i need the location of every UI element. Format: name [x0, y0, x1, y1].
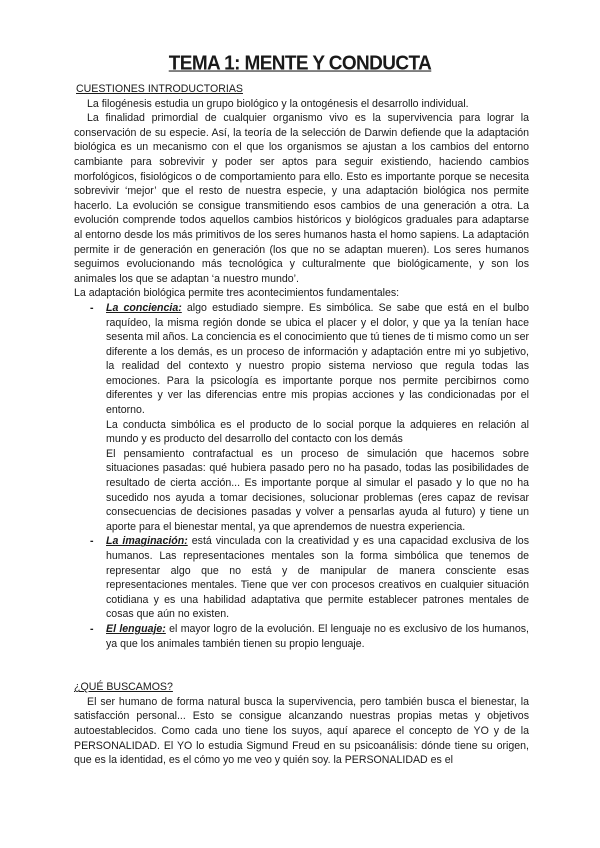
bullet-dash: -	[90, 535, 94, 548]
term-label: El lenguaje:	[106, 622, 166, 635]
list-item-paragraph: La conducta simbólica es el producto de lo social porque la adquieres en relación al mundo y es producto del desarrollo del contacto con los demás	[106, 418, 529, 446]
paragraph: El ser humano de forma natural busca la supervivencia, pero también busca el bienestar, la satisfacción personal... Esto se consigue alcanzando nuestras propias metas y objetivos autoestablecidos. Como cada uno tiene los suyos, aquí aparece el concepto de YO y de la PERSONALIDAD. El YO lo estudia Sigmund Freud en su psicoanálisis: dónde tiene su origen, que es la identidad, es el cómo yo me veo y quién soy. la PERSONALIDAD es el	[74, 695, 529, 767]
paragraph: La adaptación biológica permite tres acontecimientos fundamentales:	[74, 287, 400, 300]
section-heading-introductory: CUESTIONES INTRODUCTORIAS	[76, 83, 243, 95]
document-body	[74, 82, 529, 768]
list-item-paragraph	[106, 622, 529, 651]
term-label: La imaginación:	[106, 535, 188, 548]
term-text: está vinculada con la creatividad y es una capacidad exclusiva de los humanos. Las representaciones mentales son la forma simbólica que tenemos de representar algo que no está y de manipular de manera consciente esas representaciones mentales. Tiene que ver con procesos creativos en cualquier situación cotidiana y es una habilidad adaptativa que permite establecer patrones mentales de cosas que aún no existen.	[106, 535, 529, 621]
list-item-paragraph: El pensamiento contrafactual es un proceso de simulación que hacemos sobre situaciones pasadas: qué hubiera pasado pero no ha pasado, todas las posibilidades de resultado de cierta acción... Es importante porque al simular el pasado y lo que no ha sucedido nos ayuda a tomar decisiones, solucionar problemas (eres capaz de revisar consecuencias de decisiones pasadas y volver a pensarlas ayuda al futuro) y tiene un aporte para el bienestar mental, ya que aprendemos de nuestra experiencia.	[106, 447, 529, 533]
term-text: algo estudiado siempre. Es simbólica. Se sabe que está en el bulbo raquídeo, la misma región donde se ubica el placer y el dolor, y que ya la tenían hace sesenta mil años. La conciencia es el conocimiento que tú tienes de ti mismo como un ser diferente a los demás, es un proceso de información y adaptación entre mi yo subjetivo, la realidad del contexto y nuestro propio sistema nervioso que regula todas las emociones. Para la psicología es importante porque nos permite percibirnos como diferentes y ver las diferencias entre mis propias acciones y las condicionadas por el entorno.	[106, 301, 529, 417]
term-label: La conciencia:	[106, 301, 182, 314]
paragraph: La finalidad primordial de cualquier organismo vivo es la supervivencia para lograr la conservación de su especie. Así, la teoría de la selección de Darwin defiende que la adaptación biológica es un mecanismo con el que los organismos se ajustan a los cambios del entorno cambiante para sobrevivir y poder ser aptos para seguir existiendo, haciendo cambios morfológicos, fisiológicos o de comportamiento para ello. Esto es importante porque se necesita sobrevivir ‘mejor’ que el resto de nuestra especie, y una adaptación biológica nos permite hacerlo. La evolución se consigue transmitiendo esos cambios de una generación a otra. La evolución comprende todos aquellos cambios históricos y biológicos graduales para adaptarse al entorno desde los más primitivos de los seres humanos hasta el homo sapiens. La adaptación permite ir de generación en generación (los que no se adaptan mueren). Los seres humanos seguimos evolucionando más tecnológica y culturalmente que biológicamente, y son los animales los que se adaptan ‘a nuestro mundo’.	[74, 112, 529, 285]
list-item-imaginacion	[74, 534, 529, 622]
paragraph: La filogénesis estudia un grupo biológico y la ontogénesis el desarrollo individual.	[87, 97, 469, 110]
bullet-dash: -	[90, 622, 94, 635]
bullet-dash: -	[90, 301, 94, 314]
list-item-paragraph	[106, 301, 529, 418]
list-item-lenguaje	[74, 622, 529, 651]
section-spacer	[74, 651, 529, 680]
term-text: el mayor logro de la evolución. El lenguaje no es exclusivo de los humanos, ya que los animales también tienen su propio lenguaje.	[106, 622, 529, 650]
document-title: TEMA 1: MENTE Y CONDUCTA	[168, 52, 432, 75]
section-heading-que-buscamos: ¿QUÉ BUSCAMOS?	[74, 681, 173, 694]
list-item-conciencia	[74, 301, 529, 535]
list-item-paragraph	[106, 534, 529, 622]
bullet-list	[74, 301, 529, 651]
